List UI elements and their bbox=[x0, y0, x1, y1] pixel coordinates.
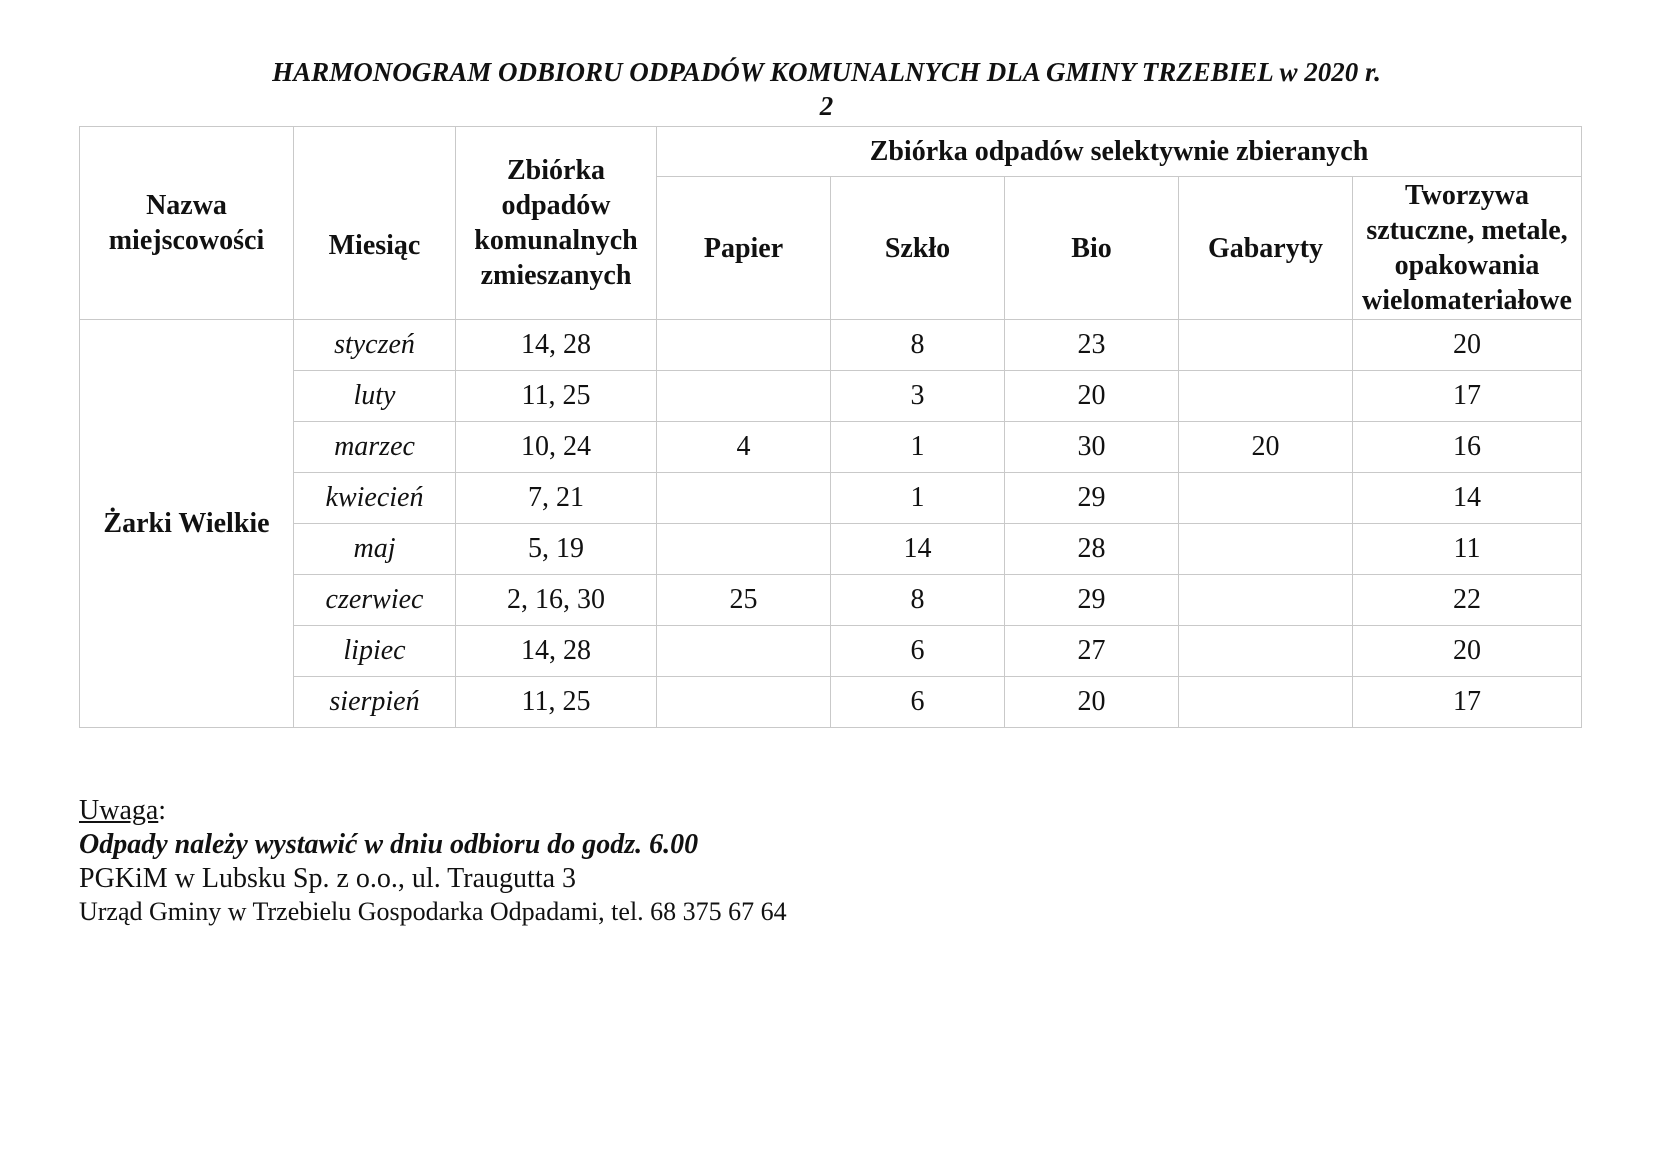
header-bulky: Gabaryty bbox=[1179, 177, 1353, 320]
glass-cell: 14 bbox=[831, 524, 1005, 575]
place-name: Żarki Wielkie bbox=[80, 320, 294, 728]
month-cell: kwiecień bbox=[294, 473, 456, 524]
glass-cell: 3 bbox=[831, 371, 1005, 422]
glass-cell: 8 bbox=[831, 320, 1005, 371]
plastics-cell: 16 bbox=[1353, 422, 1582, 473]
paper-cell bbox=[657, 473, 831, 524]
bulky-cell bbox=[1179, 473, 1353, 524]
notes-section bbox=[79, 795, 787, 927]
month-cell: marzec bbox=[294, 422, 456, 473]
bulky-cell bbox=[1179, 677, 1353, 728]
table-row bbox=[80, 371, 1582, 422]
mixed-cell: 10, 24 bbox=[456, 422, 657, 473]
schedule-table bbox=[79, 126, 1582, 728]
bulky-cell bbox=[1179, 575, 1353, 626]
glass-cell: 1 bbox=[831, 473, 1005, 524]
month-cell: sierpień bbox=[294, 677, 456, 728]
uwaga-heading bbox=[79, 795, 787, 827]
table-row bbox=[80, 422, 1582, 473]
header-plastics: Tworzywa sztuczne, metale, opakowania wielomateriałowe bbox=[1353, 177, 1582, 320]
header-selective: Zbiórka odpadów selektywnie zbieranych bbox=[657, 127, 1582, 177]
month-cell: styczeń bbox=[294, 320, 456, 371]
company-info: PGKiM w Lubsku Sp. z o.o., ul. Traugutta 3 bbox=[79, 863, 577, 894]
mixed-cell: 11, 25 bbox=[456, 371, 657, 422]
header-row-1 bbox=[80, 127, 1582, 177]
bio-cell: 28 bbox=[1005, 524, 1179, 575]
document-title bbox=[0, 55, 1653, 123]
glass-cell: 1 bbox=[831, 422, 1005, 473]
glass-cell: 8 bbox=[831, 575, 1005, 626]
paper-cell bbox=[657, 371, 831, 422]
bulky-cell bbox=[1179, 371, 1353, 422]
mixed-cell: 11, 25 bbox=[456, 677, 657, 728]
bio-cell: 29 bbox=[1005, 575, 1179, 626]
title-line-1: HARMONOGRAM ODBIORU ODPADÓW KOMUNALNYCH DLA GMINY TRZEBIEL w 2020 r. bbox=[272, 57, 1381, 87]
title-line-2: 2 bbox=[819, 91, 834, 121]
paper-cell bbox=[657, 626, 831, 677]
plastics-cell: 17 bbox=[1353, 371, 1582, 422]
header-glass: Szkło bbox=[831, 177, 1005, 320]
table-row bbox=[80, 677, 1582, 728]
plastics-cell: 14 bbox=[1353, 473, 1582, 524]
header-paper: Papier bbox=[657, 177, 831, 320]
table-row bbox=[80, 320, 1582, 371]
bio-cell: 23 bbox=[1005, 320, 1179, 371]
bio-cell: 20 bbox=[1005, 371, 1179, 422]
table-row bbox=[80, 524, 1582, 575]
bulky-cell bbox=[1179, 524, 1353, 575]
plastics-cell: 20 bbox=[1353, 626, 1582, 677]
plastics-cell: 20 bbox=[1353, 320, 1582, 371]
paper-cell: 4 bbox=[657, 422, 831, 473]
bulky-cell: 20 bbox=[1179, 422, 1353, 473]
important-note: Odpady należy wystawić w dniu odbioru do godz. 6.00 bbox=[79, 829, 699, 860]
month-cell: luty bbox=[294, 371, 456, 422]
month-cell: czerwiec bbox=[294, 575, 456, 626]
table-row bbox=[80, 575, 1582, 626]
mixed-cell: 14, 28 bbox=[456, 626, 657, 677]
bio-cell: 27 bbox=[1005, 626, 1179, 677]
header-mixed: Zbiórka odpadów komunalnych zmieszanych bbox=[456, 127, 657, 320]
mixed-cell: 2, 16, 30 bbox=[456, 575, 657, 626]
mixed-cell: 14, 28 bbox=[456, 320, 657, 371]
header-bio: Bio bbox=[1005, 177, 1179, 320]
plastics-cell: 17 bbox=[1353, 677, 1582, 728]
bulky-cell bbox=[1179, 320, 1353, 371]
header-place: Nazwa miejscowości bbox=[80, 127, 294, 320]
plastics-cell: 22 bbox=[1353, 575, 1582, 626]
header-month: Miesiąc bbox=[294, 127, 456, 320]
mixed-cell: 7, 21 bbox=[456, 473, 657, 524]
office-info: Urząd Gminy w Trzebielu Gospodarka Odpadami, tel. 68 375 67 64 bbox=[79, 897, 787, 926]
paper-cell bbox=[657, 320, 831, 371]
paper-cell bbox=[657, 677, 831, 728]
mixed-cell: 5, 19 bbox=[456, 524, 657, 575]
table-row bbox=[80, 473, 1582, 524]
bio-cell: 30 bbox=[1005, 422, 1179, 473]
month-cell: lipiec bbox=[294, 626, 456, 677]
glass-cell: 6 bbox=[831, 677, 1005, 728]
bio-cell: 29 bbox=[1005, 473, 1179, 524]
bulky-cell bbox=[1179, 626, 1353, 677]
table-row bbox=[80, 626, 1582, 677]
paper-cell bbox=[657, 524, 831, 575]
paper-cell: 25 bbox=[657, 575, 831, 626]
month-cell: maj bbox=[294, 524, 456, 575]
plastics-cell: 11 bbox=[1353, 524, 1582, 575]
glass-cell: 6 bbox=[831, 626, 1005, 677]
bio-cell: 20 bbox=[1005, 677, 1179, 728]
uwaga-colon: : bbox=[158, 795, 167, 826]
uwaga-label: Uwaga bbox=[79, 795, 159, 826]
